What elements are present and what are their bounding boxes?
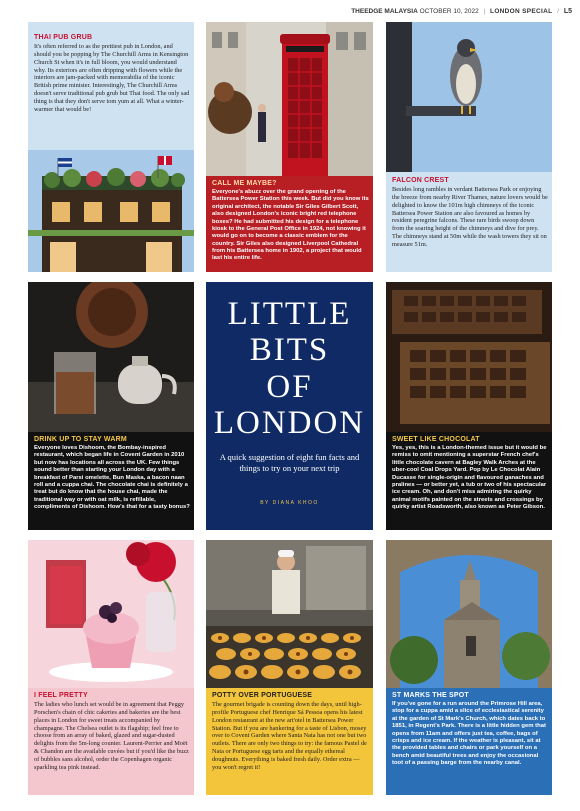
issue-date: OCTOBER 10, 2022	[419, 8, 479, 15]
feature-title-block	[206, 282, 373, 530]
article-heading: DRINK UP TO STAY WARM	[34, 436, 127, 443]
article-call-me-maybe	[206, 22, 373, 272]
article-heading: FALCON CREST	[392, 177, 449, 184]
pub-photo	[28, 150, 194, 272]
page-number: L5	[563, 8, 572, 15]
article-body: Everyone loves Dishoom, the Bombay-inspired restaurant, which began life in Covent Garden in 2010 but now has locations all across the UK. Few things sound better than starting your London day with a breakfast of Parsi omelette, Bun Maska, a bacon naan roll and a cuppa chai. The chocolate chai is definitely a treat but do know that the house chai, made the traditional way or with oat milk, is refillable, compliments of Dishoom. How's that for a tasty bonus?	[34, 445, 190, 510]
article-potty-over-portuguese	[206, 540, 373, 795]
article-i-feel-pretty	[28, 540, 194, 795]
publication-name: THEEDGE MALAYSIA	[351, 8, 418, 15]
article-sweet-like-chocolat	[386, 282, 552, 530]
title-line: OF	[266, 368, 313, 405]
page-header	[0, 8, 572, 22]
feature-subtitle: A quick suggestion of eight fun facts and things to try on your next trip	[219, 452, 360, 474]
article-body: If you've gone for a run around the Primrose Hill area, stop for a cuppa amid a slice of ecclesiastical serenity at the garden of St Mark's Church, which dates back to 1851, in Regent's Park. There is a little hidden gem that opens from 11am and offers just tea, coffee, bags of crisps and ice cream. If the weather is pleasant, sit at the provided tables and chairs or park yourself on a bench amid beautiful trees and enjoy the occasional toot of a passing barge from the nearby canal.	[392, 701, 546, 766]
article-heading: CALL ME MAYBE?	[212, 180, 277, 187]
title-line: LONDON	[213, 404, 366, 441]
article-heading: SWEET LIKE CHOCOLAT	[392, 436, 480, 443]
article-body: Besides long rambles in verdant Battersea Park or enjoying the breeze from nearby River Thames, nature lovers would be delighted to know the 101m high chimneys of the iconic Battersea Power Station are also favoured as homes by resident peregrine falcons. These rare birds swoop down from the soaring height of the chimneys and dive for prey. The chimneys stand at 50m while the wash towers they sit on measure 51m.	[392, 186, 548, 249]
article-body: Yes, yes, this is a London-themed issue but it would be remiss to omit mentioning a superstar French chef's little chocolate cavern at Bagley Walk Arches at the uber-cool Coal Drops Yard. Pop by Le Chocolat Alain Ducasse for single-origin and flavoured ganaches and pralines — or better yet, a tub or two of his spectacular ice cream. Oh, and don't miss admiring the quirky animal motifs painted on the streets and crossings by quirky artist Roadsworth, also known as Peter Gibson.	[392, 445, 547, 510]
chai-photo	[28, 282, 194, 432]
article-body: Everyone's abuzz over the grand opening of the Battersea Power Station this week. But did you know its original architect, the notable Sir Giles Gilbert Scott, also designed London's iconic bright red telephone boxes? He had submitted his design for a telephone kiosk to the General Post Office in 1924, not knowing it would go on to become a classic emblem for the country. Sir Giles also designed Liverpool Cathedral from his Battersea home in 1902, a project that would last his entire life.	[212, 189, 369, 262]
article-body: The ladies who lunch set would be in agreement that Peggy Porschen's chain of chic cakeries and bakeries are the best places in London for sweet treats accompanied by champagne. The Chelsea outlet is its flagship; feel free to choose from an array of baked, glazed and sugar-dusted delights from the 5m-long counter. Laurent-Perrier and Moët & Chandon are the available cuvées but if you'd like the buzz of bubbles sans alcohol, order the Copenhagen organic sparkling tea pink instead.	[34, 701, 189, 771]
article-thai-pub-grub	[28, 22, 194, 272]
article-heading: POTTY OVER PORTUGUESE	[212, 692, 313, 699]
article-heading: I FEEL PRETTY	[34, 692, 88, 699]
article-falcon-crest	[386, 22, 552, 272]
falcon-photo	[386, 22, 552, 172]
article-body: The gourmet brigade is counting down the days, until high-profile Portuguese chef Henrique Sá Pessoa opens his latest London restaurant at the new art'otel in Battersea Power Station. But if you are hankering for a taste of Lisbon, mosey over to Covent Garden where Santa Nata has not one but two outlets. There are only two things to try: the famous Pastel de Nata or Portuguese egg tarts and the equally ethereal doughnuts. Everything is baked fresh daily. Order extra — you won't regret it!	[212, 701, 367, 771]
section-name: LONDON SPECIAL	[490, 8, 553, 15]
title-line: LITTLE	[227, 296, 352, 332]
author-byline: BY DIANA KHOO	[260, 500, 319, 506]
bakery-photo	[206, 540, 373, 688]
title-line: BITS	[249, 332, 330, 369]
article-st-marks-the-spot	[386, 540, 552, 795]
article-heading: ST MARKS THE SPOT	[392, 692, 469, 699]
header-divider: |	[483, 8, 486, 15]
church-photo	[386, 540, 552, 688]
header-divider: /	[557, 8, 560, 15]
article-heading: THAI PUB GRUB	[34, 34, 93, 41]
feature-title	[206, 296, 373, 441]
chocolate-photo	[386, 282, 552, 432]
cupcake-photo	[28, 540, 194, 688]
article-body: It's often referred to as the prettiest pub in London, and should you be popping by The Churchill Arms in Kensington Church St when it's in full bloom, you would understand why. Its exteriors are often dripping with flowers while the interiors are jam-packed with memorabilia of the iconic British prime minister. Interestingly, The Churchill Arms doesn't serve traditional pub grub but Thai food. The only sad thing is that they don't serve tom yum at all. What a winter-warmer that would be!	[34, 43, 190, 113]
telephone-box-photo	[206, 22, 373, 176]
article-drink-up	[28, 282, 194, 530]
